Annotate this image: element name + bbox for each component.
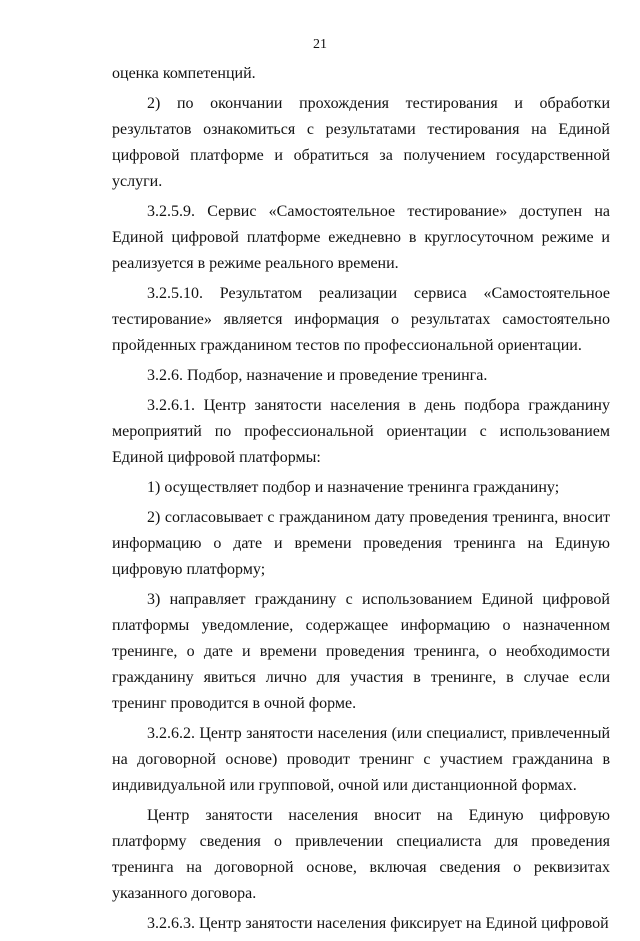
document-body [112,61,610,941]
paragraph: 3.2.6.1. Центр занятости населения в день подбора гражданину мероприятий по профессиональной ориентации с использованием Единой цифровой платформы: [112,397,610,466]
paragraph: 3.2.6.2. Центр занятости населения (или специалист, привлеченный на договорной основе) проводит тренинг с участием гражданина в индивидуальной или групповой, очной или дистанционной формах. [112,725,610,794]
paragraph: оценка компетенций. [112,65,256,82]
paragraph: Центр занятости населения вносит на Единую цифровую платформу сведения о привлечении специалиста для проведения тренинга на договорной основе, включая сведения о реквизитах указанного договора. [112,807,610,902]
paragraph: 1) осуществляет подбор и назначение тренинга гражданину; [147,479,560,496]
paragraph: 3) направляет гражданину с использованием Единой цифровой платформы уведомление, содержащее информацию о назначенном тренинге, о дате и времени проведения тренинга, о необходимости гражданину явиться лично для участия в тренинге, в случае если тренинг проводится в очной форме. [112,591,610,712]
paragraph: 3.2.5.10. Результатом реализации сервиса «Самостоятельное тестирование» является информация о результатах самостоятельно пройденных гражданином тестов по профессиональной ориентации. [112,285,610,354]
paragraph: 3.2.6.3. Центр занятости населения фиксирует на Единой цифровой [147,915,609,932]
paragraph: 3.2.5.9. Сервис «Самостоятельное тестирование» доступен на Единой цифровой платформе ежедневно в круглосуточном режиме и реализуется в режиме реального времени. [112,203,610,272]
page-number: 21 [313,37,327,52]
paragraph: 2) по окончании прохождения тестирования и обработки результатов ознакомиться с результатами тестирования на Единой цифровой платформе и обратиться за получением государственной услуги. [112,95,610,190]
paragraph: 3.2.6. Подбор, назначение и проведение тренинга. [147,367,488,384]
paragraph: 2) согласовывает с гражданином дату проведения тренинга, вносит информацию о дате и времени проведения тренинга на Единую цифровую платформу; [112,509,610,578]
